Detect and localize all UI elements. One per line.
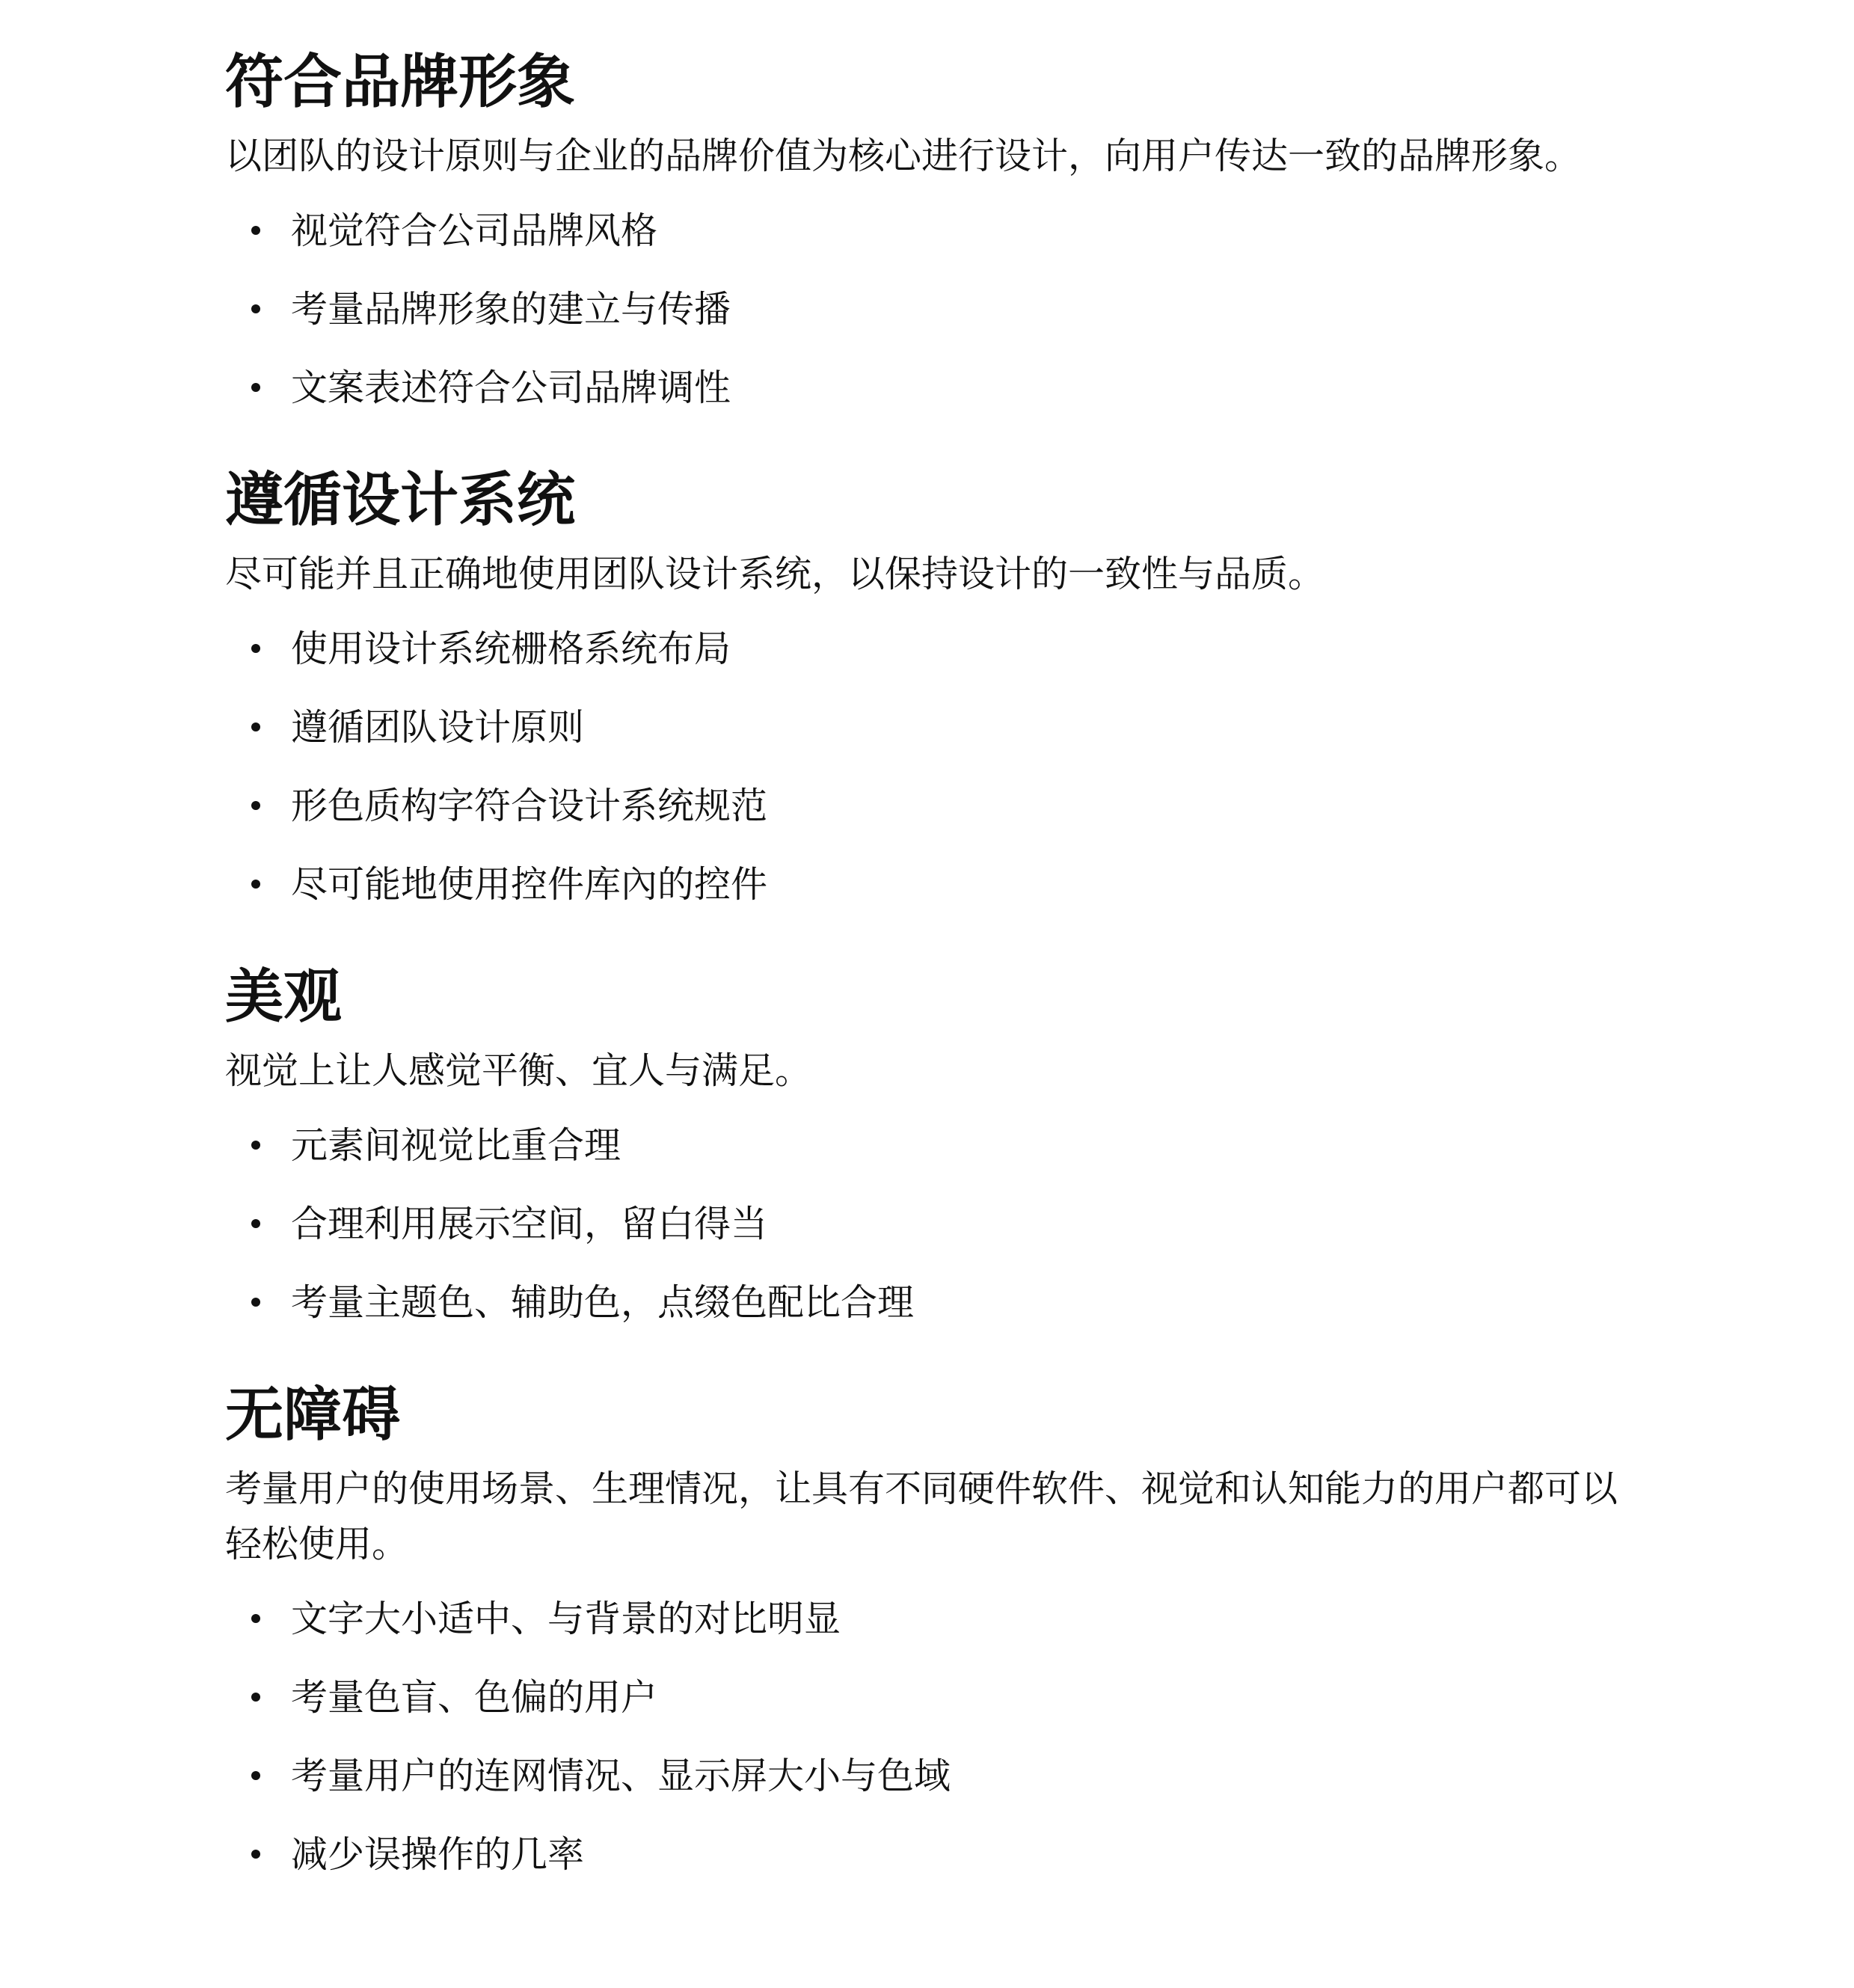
section-brand-image bbox=[225, 36, 1631, 427]
list-item: 文字大小适中、与背景的对比明显 bbox=[225, 1580, 1631, 1658]
list-item: 使用设计系统栅格系统布局 bbox=[225, 610, 1631, 688]
section-title: 符合品牌形象 bbox=[225, 49, 576, 116]
section-title: 美观 bbox=[225, 963, 343, 1031]
section-spacer bbox=[225, 427, 1631, 454]
section-list bbox=[225, 610, 1631, 924]
section-title: 遵循设计系统 bbox=[225, 467, 576, 534]
section-description: 考量用户的使用场景、生理情况，让具有不同硬件软件、视觉和认知能力的用户都可以轻松使用。 bbox=[225, 1467, 1618, 1565]
document-content bbox=[225, 36, 1631, 1894]
list-item: 文案表述符合公司品牌调性 bbox=[225, 349, 1631, 427]
list-item: 减少误操作的几率 bbox=[225, 1815, 1631, 1894]
list-item: 考量品牌形象的建立与传播 bbox=[225, 270, 1631, 349]
section-description: 以团队的设计原则与企业的品牌价值为核心进行设计，向用户传达一致的品牌形象。 bbox=[225, 135, 1582, 177]
section-description: 视觉上让人感觉平衡、宜人与满足。 bbox=[225, 1049, 812, 1092]
list-item: 元素间视觉比重合理 bbox=[225, 1106, 1631, 1185]
section-design-system bbox=[225, 454, 1631, 924]
section-spacer bbox=[225, 924, 1631, 951]
section-title: 无障碍 bbox=[225, 1381, 401, 1449]
section-list bbox=[225, 1106, 1631, 1342]
list-item: 遵循团队设计原则 bbox=[225, 688, 1631, 767]
list-item: 合理利用展示空间，留白得当 bbox=[225, 1185, 1631, 1263]
section-list bbox=[225, 191, 1631, 427]
list-item: 形色质构字符合设计系统规范 bbox=[225, 767, 1631, 845]
list-item: 视觉符合公司品牌风格 bbox=[225, 191, 1631, 270]
list-item: 考量主题色、辅助色，点缀色配比合理 bbox=[225, 1263, 1631, 1342]
section-aesthetics bbox=[225, 951, 1631, 1342]
section-list bbox=[225, 1580, 1631, 1894]
list-item: 考量色盲、色偏的用户 bbox=[225, 1658, 1631, 1737]
section-accessibility bbox=[225, 1369, 1631, 1894]
list-item: 考量用户的连网情况、显示屏大小与色域 bbox=[225, 1737, 1631, 1815]
section-description: 尽可能并且正确地使用团队设计系统，以保持设计的一致性与品质。 bbox=[225, 553, 1325, 595]
list-item: 尽可能地使用控件库內的控件 bbox=[225, 845, 1631, 924]
section-spacer bbox=[225, 1342, 1631, 1369]
